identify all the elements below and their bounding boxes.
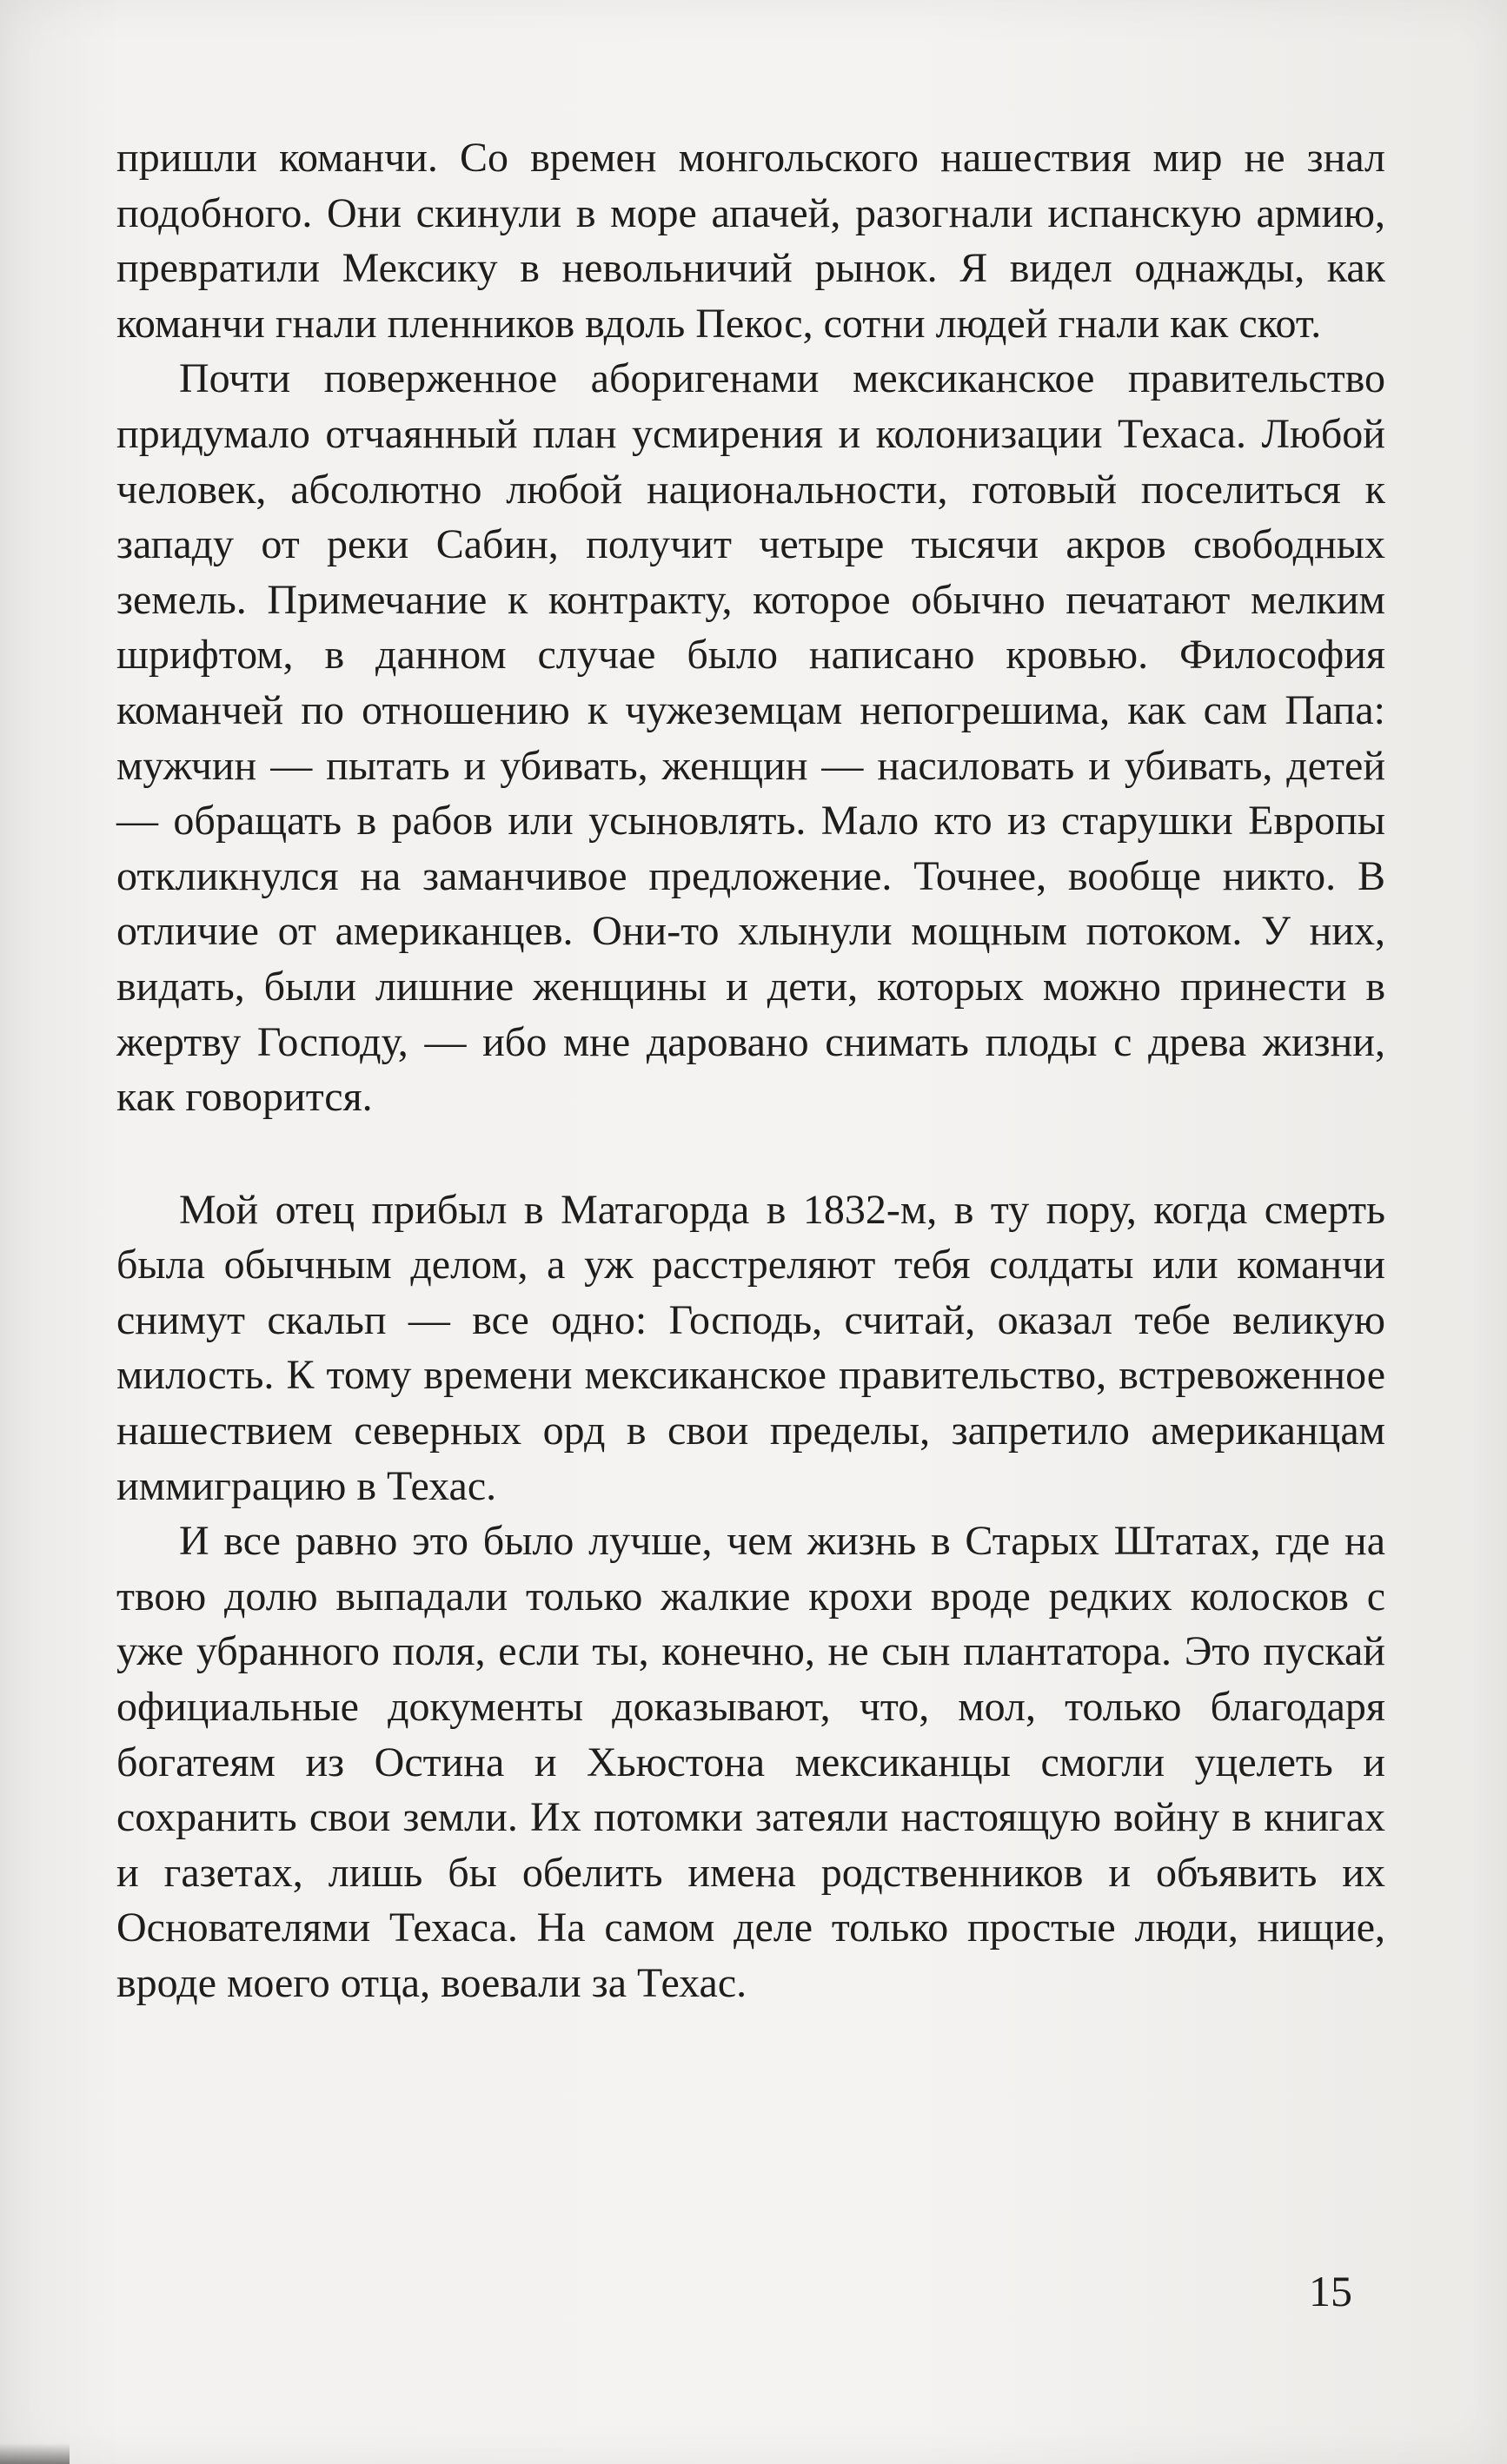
paragraph-4: И все равно это было лучше, чем жизнь в Старых Штатах, где на твою долю выпадали только жалкие крохи вроде редких колосков с уже убранного поля, если ты, конечно, не сын плантатора. Это пускай официальные документы доказывают, что, мол, только благодаря богатеям из Остина и Хьюстона мексиканцы смогли уцелеть и сохранить свои земли. Их потомки затеяли настоящую войну в книгах и газетах, лишь бы обелить имена родственников и объявить их Основателями Техаса. На самом деле только простые люди, нищие, вроде моего отца, воевали за Техас.: [116, 1518, 1385, 2006]
paragraph-2: Почти поверженное аборигенами мексиканское правительство придумало отчаянный план усмирения и колонизации Техаса. Любой человек, абсолютно любой национальности, готовый поселиться к западу от реки Сабин, получит четыре тысячи акров свободных земель. Примечание к контракту, которое обычно печатают мелким шрифтом, в данном случае было написано кровью. Философия команчей по отношению к чужеземцам непогрешима, как сам Папа: мужчин — пытать и убивать, женщин — насиловать и убивать, детей — обращать в рабов или усыновлять. Мало кто из старушки Европы откликнулся на заманчивое предложение. Точнее, вообще никто. В отличие от американцев. Они-то хлынули мощным потоком. У них, видать, были лишние женщины и дети, которых можно принести в жертву Господу, — ибо мне даровано снимать плоды с древа жизни, как говорится.: [116, 355, 1385, 1121]
paragraph-1: пришли команчи. Со времен монгольского нашествия мир не знал подобного. Они скинули в море апачей, разогнали испанскую армию, превратили Мексику в невольничий рынок. Я видел однажды, как команчи гнали пленников вдоль Пекос, сотни людей гнали как скот.: [116, 135, 1385, 347]
page-corner-shadow: [0, 2443, 70, 2464]
body-text: [116, 130, 1385, 2011]
page-number: 15: [1309, 2267, 1352, 2315]
paragraph-3: Мой отец прибыл в Матагорда в 1832-м, в ту пору, когда смерть была обычным делом, а уж расстреляют тебя солдаты или команчи снимут скальп — все одно: Господь, считай, оказал тебе великую милость. К тому времени мексиканское правительство, встревоженное нашествием северных орд в свои пределы, запретило американцам иммиграцию в Техас.: [116, 1186, 1385, 1509]
